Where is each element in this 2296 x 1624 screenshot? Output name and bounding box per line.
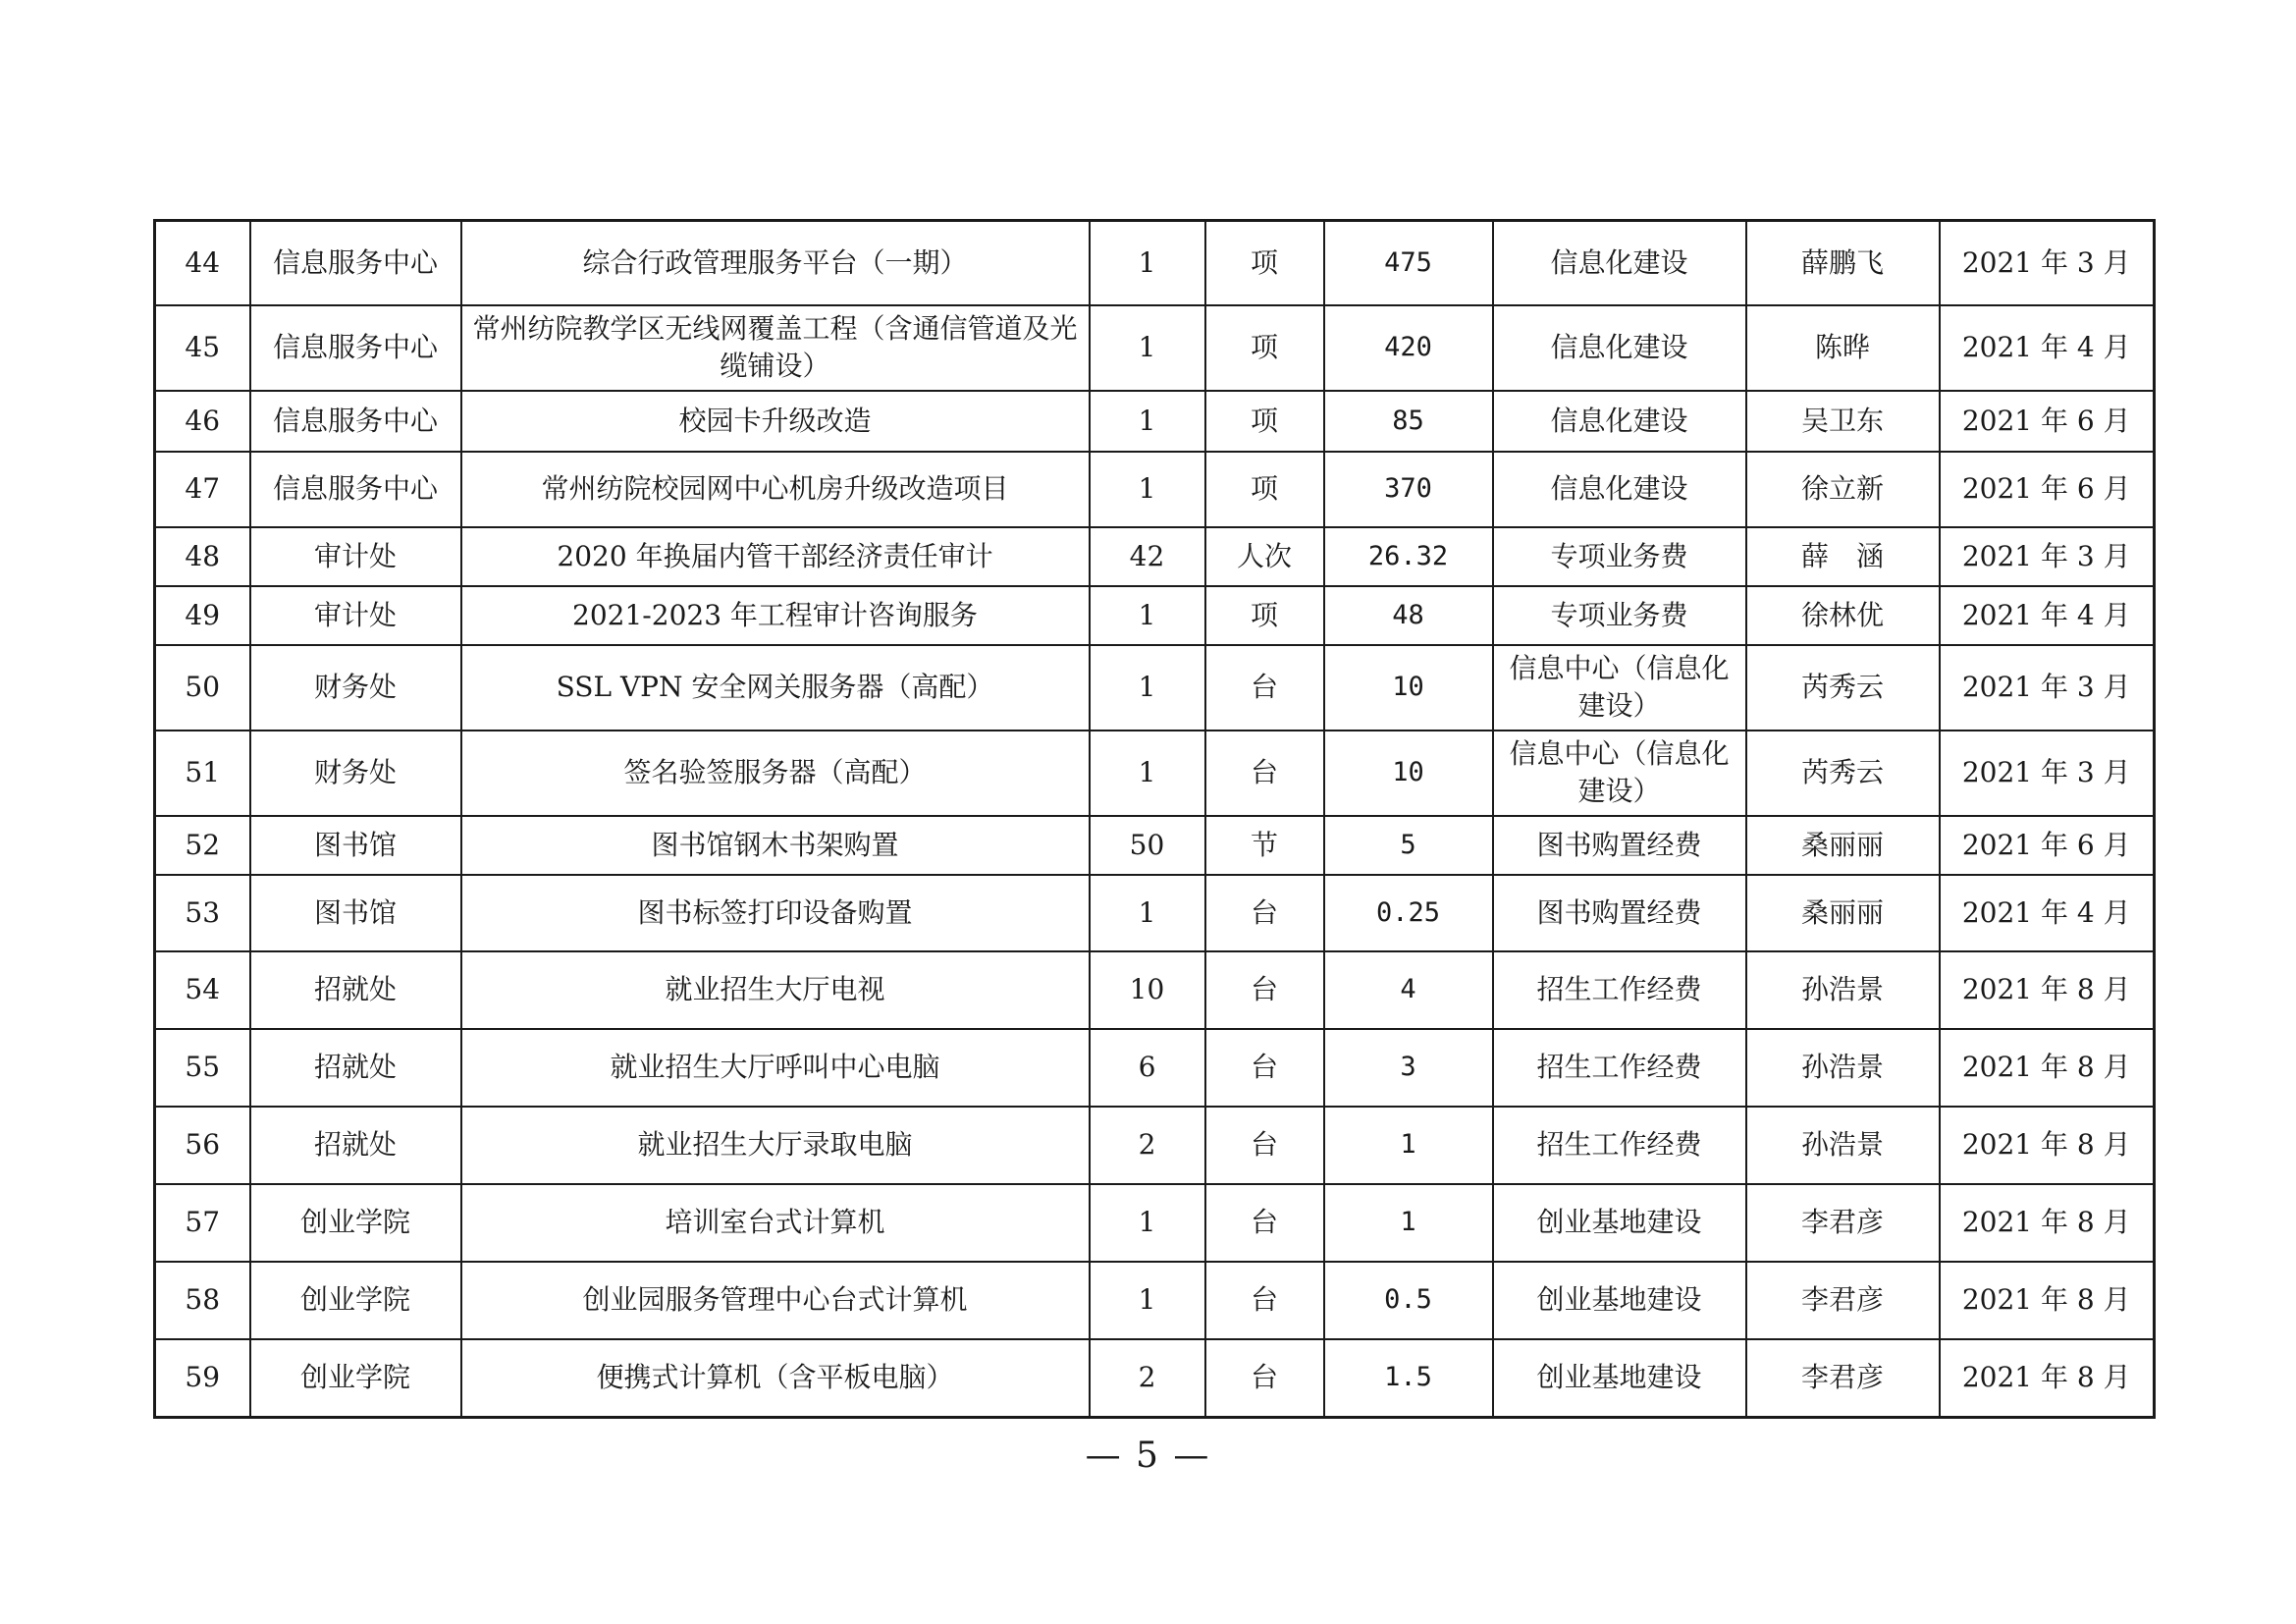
cell-fund-source: 信息化建设 (1493, 305, 1746, 391)
cell-department: 信息服务中心 (250, 391, 461, 452)
cell-quantity: 1 (1090, 221, 1205, 305)
cell-quantity: 1 (1090, 645, 1205, 731)
cell-fund-source: 招生工作经费 (1493, 951, 1746, 1029)
cell-fund-source: 创业基地建设 (1493, 1262, 1746, 1339)
cell-unit: 台 (1205, 1029, 1324, 1107)
cell-quantity: 2 (1090, 1107, 1205, 1184)
cell-unit: 项 (1205, 305, 1324, 391)
page-number: — 5 — (1085, 1435, 1211, 1476)
cell-item-name: 2021-2023 年工程审计咨询服务 (461, 586, 1090, 645)
cell-amount: 10 (1324, 645, 1493, 731)
table-row (155, 1262, 2155, 1339)
cell-responsible-person: 芮秀云 (1746, 645, 1940, 731)
cell-quantity: 42 (1090, 527, 1205, 586)
cell-date: 2021 年 8 月 (1940, 951, 2155, 1029)
cell-quantity: 1 (1090, 305, 1205, 391)
cell-date: 2021 年 8 月 (1940, 1029, 2155, 1107)
cell-amount: 3 (1324, 1029, 1493, 1107)
cell-index: 44 (155, 221, 250, 305)
cell-fund-source: 招生工作经费 (1493, 1029, 1746, 1107)
cell-amount: 1 (1324, 1107, 1493, 1184)
cell-department: 创业学院 (250, 1184, 461, 1262)
cell-fund-source: 招生工作经费 (1493, 1107, 1746, 1184)
cell-item-name: 图书馆钢木书架购置 (461, 816, 1090, 875)
cell-index: 59 (155, 1339, 250, 1418)
table-row (155, 1184, 2155, 1262)
cell-fund-source: 创业基地建设 (1493, 1184, 1746, 1262)
cell-index: 51 (155, 731, 250, 816)
cell-index: 57 (155, 1184, 250, 1262)
cell-fund-source: 信息化建设 (1493, 452, 1746, 527)
table-row (155, 951, 2155, 1029)
cell-index: 55 (155, 1029, 250, 1107)
cell-quantity: 50 (1090, 816, 1205, 875)
cell-quantity: 1 (1090, 1184, 1205, 1262)
cell-unit: 节 (1205, 816, 1324, 875)
cell-date: 2021 年 6 月 (1940, 391, 2155, 452)
cell-responsible-person: 桑丽丽 (1746, 875, 1940, 951)
cell-amount: 85 (1324, 391, 1493, 452)
cell-responsible-person: 徐立新 (1746, 452, 1940, 527)
cell-amount: 10 (1324, 731, 1493, 816)
table-row (155, 452, 2155, 527)
cell-unit: 台 (1205, 1339, 1324, 1418)
cell-date: 2021 年 3 月 (1940, 221, 2155, 305)
cell-department: 招就处 (250, 1029, 461, 1107)
cell-date: 2021 年 4 月 (1940, 305, 2155, 391)
cell-fund-source: 信息化建设 (1493, 391, 1746, 452)
cell-responsible-person: 芮秀云 (1746, 731, 1940, 816)
cell-amount: 0.5 (1324, 1262, 1493, 1339)
cell-unit: 台 (1205, 1262, 1324, 1339)
cell-date: 2021 年 3 月 (1940, 527, 2155, 586)
cell-fund-source: 专项业务费 (1493, 586, 1746, 645)
cell-responsible-person: 李君彦 (1746, 1339, 1940, 1418)
cell-quantity: 1 (1090, 586, 1205, 645)
cell-fund-source: 信息化建设 (1493, 221, 1746, 305)
table-row (155, 875, 2155, 951)
cell-index: 50 (155, 645, 250, 731)
cell-quantity: 6 (1090, 1029, 1205, 1107)
cell-amount: 26.32 (1324, 527, 1493, 586)
cell-unit: 台 (1205, 731, 1324, 816)
cell-quantity: 1 (1090, 452, 1205, 527)
table-row (155, 586, 2155, 645)
cell-amount: 48 (1324, 586, 1493, 645)
table-row (155, 1107, 2155, 1184)
table-row (155, 221, 2155, 305)
cell-date: 2021 年 8 月 (1940, 1262, 2155, 1339)
cell-responsible-person: 薛鹏飞 (1746, 221, 1940, 305)
cell-department: 招就处 (250, 1107, 461, 1184)
cell-quantity: 10 (1090, 951, 1205, 1029)
cell-department: 信息服务中心 (250, 452, 461, 527)
cell-date: 2021 年 3 月 (1940, 645, 2155, 731)
cell-department: 财务处 (250, 731, 461, 816)
cell-item-name: 常州纺院校园网中心机房升级改造项目 (461, 452, 1090, 527)
table-row (155, 391, 2155, 452)
cell-department: 信息服务中心 (250, 305, 461, 391)
cell-quantity: 1 (1090, 731, 1205, 816)
cell-index: 52 (155, 816, 250, 875)
cell-fund-source: 创业基地建设 (1493, 1339, 1746, 1418)
cell-department: 图书馆 (250, 816, 461, 875)
table-row (155, 527, 2155, 586)
cell-index: 48 (155, 527, 250, 586)
cell-responsible-person: 吴卫东 (1746, 391, 1940, 452)
cell-amount: 475 (1324, 221, 1493, 305)
table-row (155, 816, 2155, 875)
procurement-table (153, 219, 2156, 1419)
cell-index: 46 (155, 391, 250, 452)
cell-amount: 370 (1324, 452, 1493, 527)
cell-unit: 台 (1205, 875, 1324, 951)
cell-department: 招就处 (250, 951, 461, 1029)
cell-department: 创业学院 (250, 1339, 461, 1418)
cell-date: 2021 年 8 月 (1940, 1107, 2155, 1184)
cell-quantity: 1 (1090, 1262, 1205, 1339)
cell-fund-source: 信息中心（信息化建设） (1493, 645, 1746, 731)
cell-responsible-person: 薛 涵 (1746, 527, 1940, 586)
cell-date: 2021 年 8 月 (1940, 1184, 2155, 1262)
cell-item-name: 签名验签服务器（高配） (461, 731, 1090, 816)
cell-department: 审计处 (250, 586, 461, 645)
cell-unit: 项 (1205, 221, 1324, 305)
cell-fund-source: 专项业务费 (1493, 527, 1746, 586)
cell-unit: 台 (1205, 1184, 1324, 1262)
cell-fund-source: 信息中心（信息化建设） (1493, 731, 1746, 816)
cell-department: 信息服务中心 (250, 221, 461, 305)
cell-item-name: 就业招生大厅呼叫中心电脑 (461, 1029, 1090, 1107)
cell-item-name: 创业园服务管理中心台式计算机 (461, 1262, 1090, 1339)
cell-amount: 5 (1324, 816, 1493, 875)
cell-responsible-person: 孙浩景 (1746, 1107, 1940, 1184)
cell-unit: 台 (1205, 645, 1324, 731)
cell-quantity: 1 (1090, 875, 1205, 951)
cell-fund-source: 图书购置经费 (1493, 816, 1746, 875)
cell-unit: 台 (1205, 951, 1324, 1029)
cell-quantity: 2 (1090, 1339, 1205, 1418)
cell-quantity: 1 (1090, 391, 1205, 452)
table-row (155, 1029, 2155, 1107)
cell-item-name: SSL VPN 安全网关服务器（高配） (461, 645, 1090, 731)
table-body (155, 221, 2155, 1418)
cell-item-name: 就业招生大厅录取电脑 (461, 1107, 1090, 1184)
cell-unit: 项 (1205, 391, 1324, 452)
table-row (155, 645, 2155, 731)
cell-amount: 420 (1324, 305, 1493, 391)
cell-item-name: 2020 年换届内管干部经济责任审计 (461, 527, 1090, 586)
cell-index: 53 (155, 875, 250, 951)
cell-item-name: 培训室台式计算机 (461, 1184, 1090, 1262)
cell-index: 54 (155, 951, 250, 1029)
cell-amount: 1 (1324, 1184, 1493, 1262)
cell-index: 47 (155, 452, 250, 527)
cell-date: 2021 年 6 月 (1940, 452, 2155, 527)
cell-item-name: 常州纺院教学区无线网覆盖工程（含通信管道及光缆铺设） (461, 305, 1090, 391)
cell-responsible-person: 李君彦 (1746, 1262, 1940, 1339)
cell-date: 2021 年 6 月 (1940, 816, 2155, 875)
cell-amount: 0.25 (1324, 875, 1493, 951)
cell-index: 45 (155, 305, 250, 391)
cell-department: 财务处 (250, 645, 461, 731)
cell-date: 2021 年 4 月 (1940, 586, 2155, 645)
cell-responsible-person: 孙浩景 (1746, 951, 1940, 1029)
cell-date: 2021 年 4 月 (1940, 875, 2155, 951)
cell-index: 49 (155, 586, 250, 645)
cell-responsible-person: 孙浩景 (1746, 1029, 1940, 1107)
table-row (155, 1339, 2155, 1418)
cell-amount: 1.5 (1324, 1339, 1493, 1418)
cell-responsible-person: 李君彦 (1746, 1184, 1940, 1262)
cell-item-name: 图书标签打印设备购置 (461, 875, 1090, 951)
cell-fund-source: 图书购置经费 (1493, 875, 1746, 951)
cell-responsible-person: 陈晔 (1746, 305, 1940, 391)
table-row (155, 305, 2155, 391)
cell-responsible-person: 徐林优 (1746, 586, 1940, 645)
cell-date: 2021 年 8 月 (1940, 1339, 2155, 1418)
cell-unit: 台 (1205, 1107, 1324, 1184)
cell-date: 2021 年 3 月 (1940, 731, 2155, 816)
cell-item-name: 就业招生大厅电视 (461, 951, 1090, 1029)
cell-unit: 项 (1205, 586, 1324, 645)
cell-item-name: 校园卡升级改造 (461, 391, 1090, 452)
cell-responsible-person: 桑丽丽 (1746, 816, 1940, 875)
cell-index: 56 (155, 1107, 250, 1184)
cell-item-name: 便携式计算机（含平板电脑） (461, 1339, 1090, 1418)
cell-department: 审计处 (250, 527, 461, 586)
cell-amount: 4 (1324, 951, 1493, 1029)
cell-item-name: 综合行政管理服务平台（一期） (461, 221, 1090, 305)
cell-unit: 人次 (1205, 527, 1324, 586)
cell-unit: 项 (1205, 452, 1324, 527)
table-row (155, 731, 2155, 816)
cell-department: 图书馆 (250, 875, 461, 951)
cell-index: 58 (155, 1262, 250, 1339)
cell-department: 创业学院 (250, 1262, 461, 1339)
